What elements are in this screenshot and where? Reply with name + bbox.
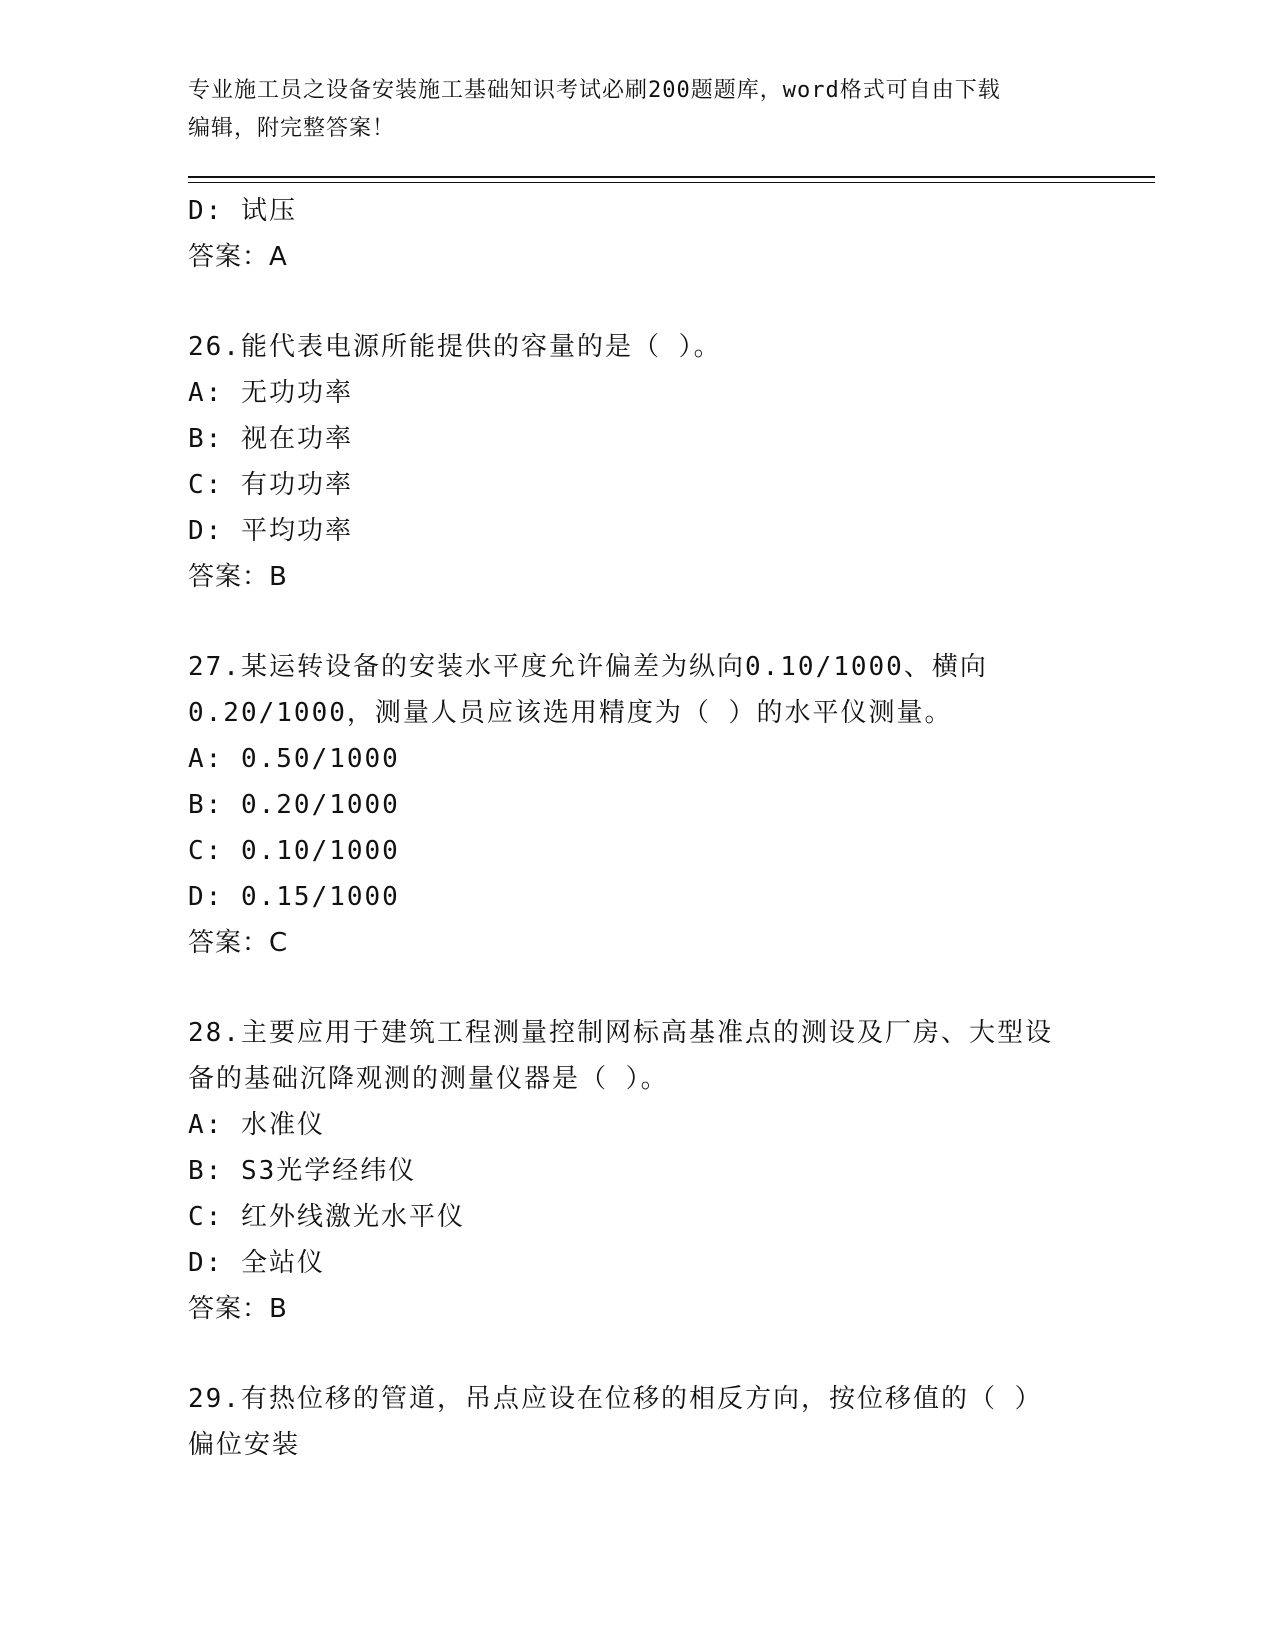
question-text: 29.有热位移的管道，吊点应设在位移的相反方向，按位移值的（ ） — [188, 1384, 1043, 1414]
option-c: C: 有功功率 — [188, 470, 353, 500]
question-block — [188, 324, 1148, 600]
question-block — [188, 1376, 1148, 1468]
question-text-cont: 偏位安装 — [188, 1430, 301, 1460]
document-header — [188, 72, 1088, 148]
spacer — [188, 600, 1148, 644]
option-d: D: 平均功率 — [188, 516, 353, 546]
question-list — [188, 188, 1148, 1468]
answer-line: 答案：B — [188, 1294, 288, 1324]
option-b: B: 0.20/1000 — [188, 790, 400, 820]
spacer — [188, 280, 1148, 324]
option-a: A: 水准仪 — [188, 1110, 325, 1140]
question-text-cont: 0.20/1000，测量人员应该选用精度为（ ）的水平仪测量。 — [188, 698, 953, 728]
header-divider-thin — [188, 182, 1155, 183]
option-a: A: 0.50/1000 — [188, 744, 400, 774]
option-c: C: 红外线激光水平仪 — [188, 1202, 465, 1232]
option-d: D: 全站仪 — [188, 1248, 325, 1278]
option-b: B: 视在功率 — [188, 424, 353, 454]
option-c: C: 0.10/1000 — [188, 836, 400, 866]
option-a: A: 无功功率 — [188, 378, 353, 408]
question-text: 27.某运转设备的安装水平度允许偏差为纵向0.10/1000、横向 — [188, 652, 988, 682]
question-block — [188, 1010, 1148, 1332]
option-d: D: 试压 — [188, 196, 297, 226]
option-b: B: S3光学经纬仪 — [188, 1156, 417, 1186]
spacer — [188, 1332, 1148, 1376]
question-text-cont: 备的基础沉降观测的测量仪器是（ ）。 — [188, 1064, 669, 1094]
question-block — [188, 644, 1148, 966]
answer-line: 答案：C — [188, 928, 289, 958]
header-title-line2: 编辑，附完整答案！ — [188, 116, 396, 141]
option-d: D: 0.15/1000 — [188, 882, 400, 912]
header-title-line1: 专业施工员之设备安装施工基础知识考试必刷200题题库，word格式可自由下载 — [188, 78, 1001, 103]
answer-line: 答案：A — [188, 242, 288, 272]
header-divider-thick — [188, 176, 1155, 178]
question-text: 28.主要应用于建筑工程测量控制网标高基准点的测设及厂房、大型设 — [188, 1018, 1053, 1048]
answer-line: 答案：B — [188, 562, 288, 592]
question-text: 26.能代表电源所能提供的容量的是（ ）。 — [188, 332, 722, 362]
spacer — [188, 966, 1148, 1010]
